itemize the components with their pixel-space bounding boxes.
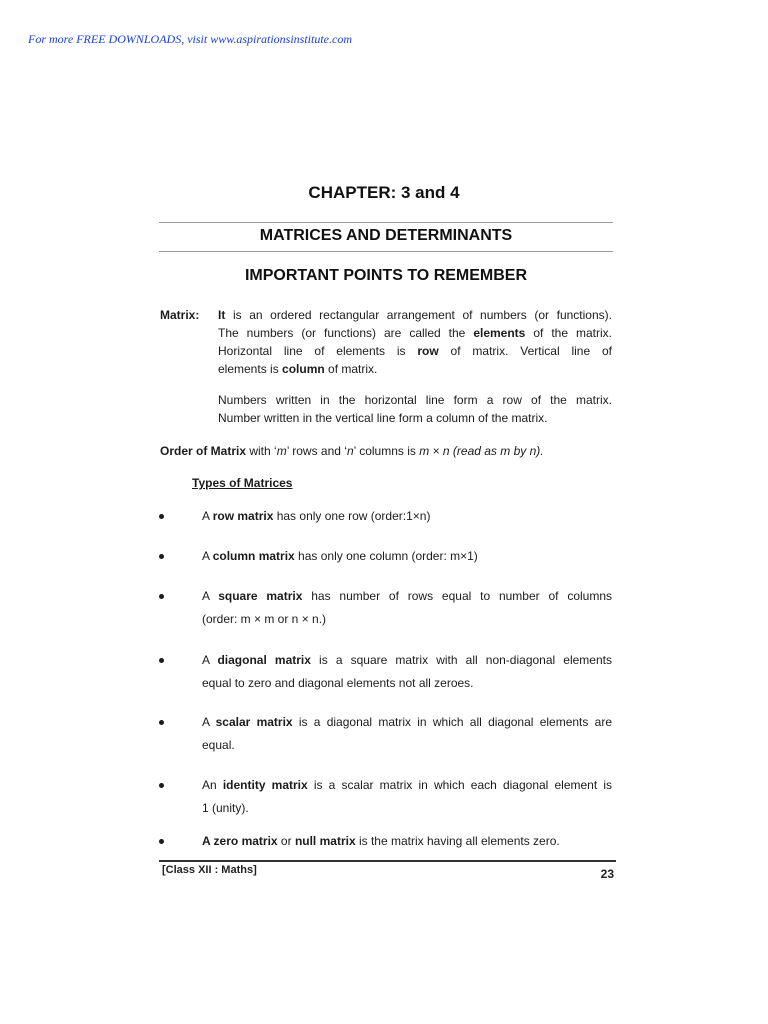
footer-rule: [159, 860, 616, 862]
bullet-row-matrix: A row matrix has only one row (order:1×n): [202, 509, 431, 523]
subject-title: MATRICES AND DETERMINANTS: [259, 227, 513, 244]
order-of-matrix: Order of Matrix with ‘m’ rows and ‘n’ columns is m × n (read as m by n).: [160, 444, 544, 458]
matrix-def-line-1: It is an ordered rectangular arrangement of numbers (or functions).: [218, 308, 612, 322]
bullet-scalar-matrix: A scalar matrix is a diagonal matrix in which all diagonal elements are: [202, 715, 612, 729]
bullet-dot: [159, 594, 164, 599]
title-rule-bottom: [159, 251, 613, 252]
bullet-square-matrix: A square matrix has number of rows equal to number of columns: [202, 589, 612, 603]
bullet-dot: [159, 514, 164, 519]
footer-class-label: [Class XII : Maths]: [162, 864, 257, 876]
bullet-zero-matrix: A zero matrix or null matrix is the matrix having all elements zero.: [202, 834, 560, 848]
section-title: IMPORTANT POINTS TO REMEMBER: [244, 267, 528, 284]
bullet-dot: [159, 554, 164, 559]
types-heading: Types of Matrices: [192, 476, 293, 490]
matrix-label: Matrix:: [160, 308, 200, 322]
matrix-row-note: Numbers written in the horizontal line form a row of the matrix.: [218, 393, 612, 407]
bullet-dot: [159, 783, 164, 788]
bullet-dot: [159, 720, 164, 725]
bullet-diagonal-matrix: A diagonal matrix is a square matrix with all non-diagonal elements: [202, 653, 612, 667]
bullet-column-matrix: A column matrix has only one column (order: m×1): [202, 549, 478, 563]
bullet-dot: [159, 658, 164, 663]
bullet-identity-matrix-cont: 1 (unity).: [202, 801, 249, 815]
title-rule-top: [159, 222, 613, 223]
bullet-scalar-matrix-cont: equal.: [202, 738, 235, 752]
download-banner[interactable]: For more FREE DOWNLOADS, visit www.aspirationsinstitute.com: [28, 32, 352, 46]
matrix-def-line-2: The numbers (or functions) are called the elements of the matrix.: [218, 326, 612, 340]
matrix-column-note: Number written in the vertical line form a column of the matrix.: [218, 411, 548, 425]
chapter-heading: CHAPTER: 3 and 4: [308, 183, 460, 202]
bullet-diagonal-matrix-cont: equal to zero and diagonal elements not all zeroes.: [202, 676, 474, 690]
bullet-dot: [159, 839, 164, 844]
bullet-square-matrix-cont: (order: m × m or n × n.): [202, 612, 327, 626]
matrix-def-line-3: Horizontal line of elements is row of matrix. Vertical line of: [218, 344, 612, 358]
bullet-identity-matrix: An identity matrix is a scalar matrix in which each diagonal element is: [202, 778, 612, 792]
page-number: 23: [600, 867, 614, 881]
matrix-def-line-4: elements is column of matrix.: [218, 362, 378, 376]
